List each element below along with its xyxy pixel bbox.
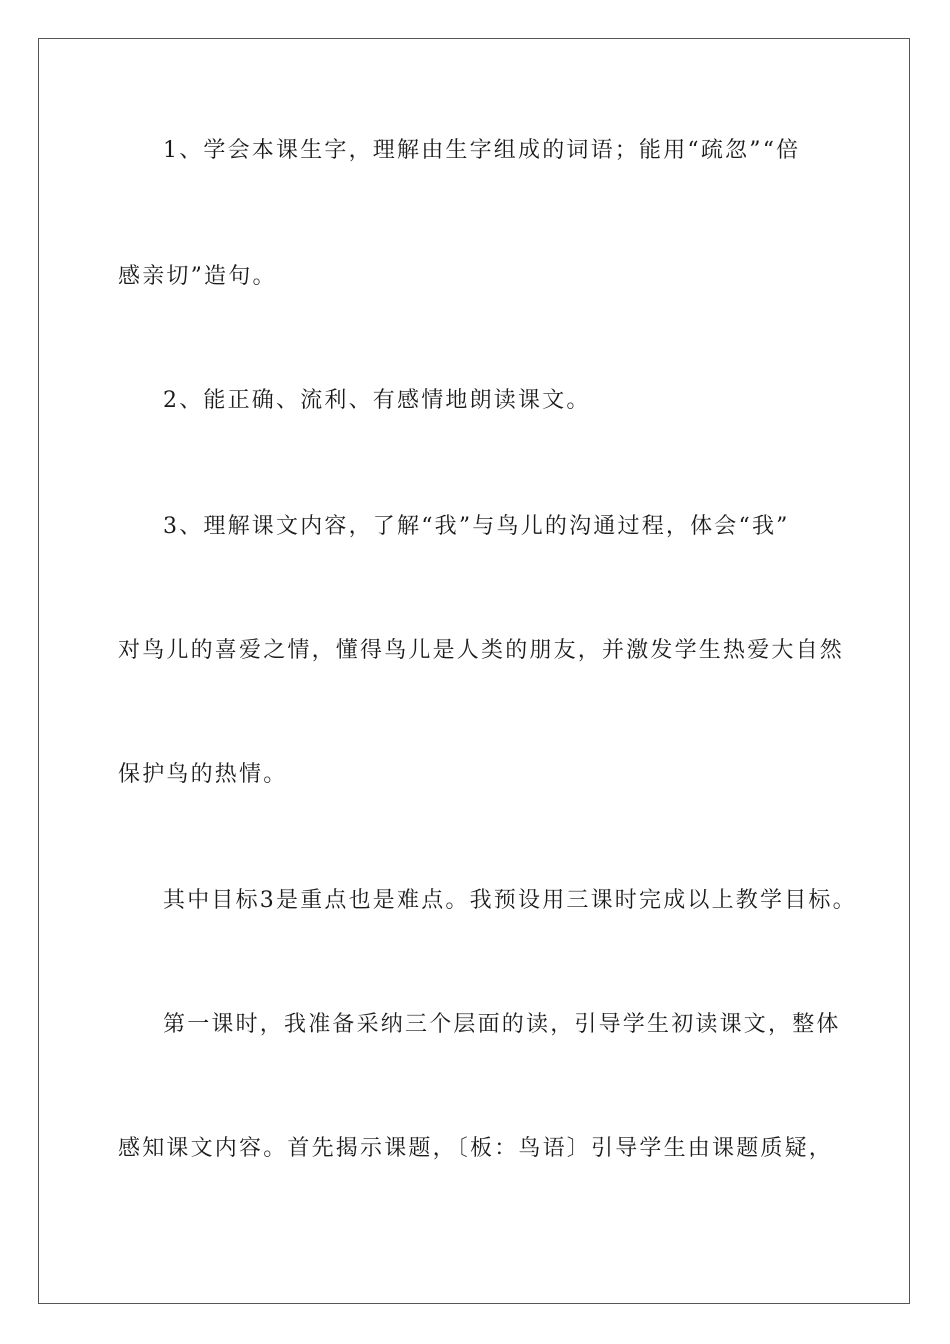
text-line-objective-3: 3、理解课文内容，了解“我”与鸟儿的沟通过程，体会“我” xyxy=(163,514,790,539)
text-line-objective-1: 1、学会本课生字，理解由生字组成的词语；能用“疏忽”“倍 xyxy=(163,138,801,163)
page-border xyxy=(38,38,910,1304)
text-line-first-lesson-cont: 感知课文内容。首先揭示课题，〔板：鸟语〕引导学生由课题质疑， xyxy=(118,1136,834,1161)
text-line-objective-1-cont: 感亲切”造句。 xyxy=(118,264,277,289)
text-line-objective-2: 2、能正确、流利、有感情地朗读课文。 xyxy=(163,388,591,413)
text-line-key-point: 其中目标3是重点也是难点。我预设用三课时完成以上教学目标。 xyxy=(163,888,857,913)
text-line-objective-3-end: 保护鸟的热情。 xyxy=(118,762,288,787)
text-line-first-lesson: 第一课时，我准备采纳三个层面的读，引导学生初读课文，整体 xyxy=(163,1012,841,1037)
text-line-objective-3-cont: 对鸟儿的喜爱之情，懂得鸟儿是人类的朋友，并激发学生热爱大自然 xyxy=(118,638,845,663)
